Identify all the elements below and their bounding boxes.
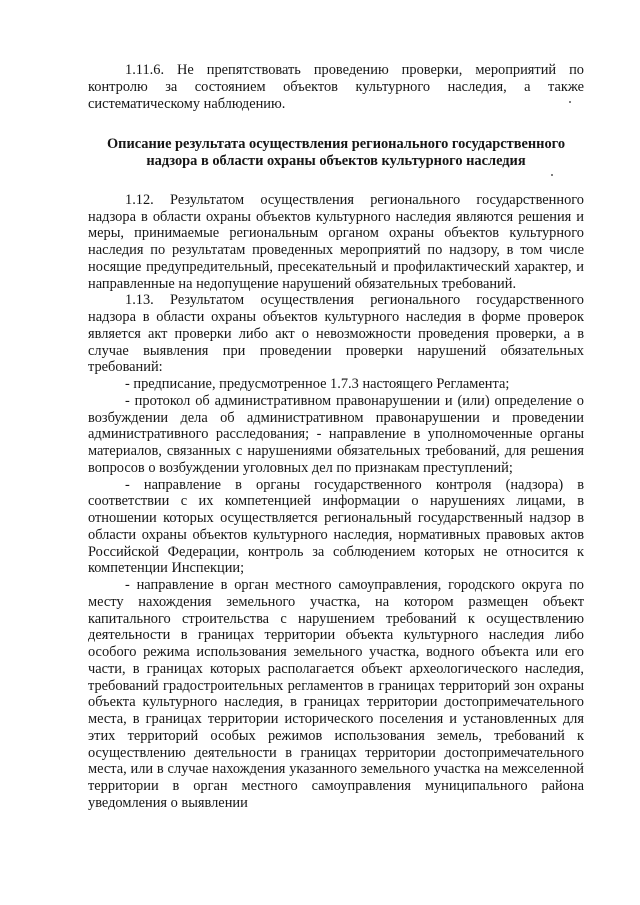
paragraph-1-12: 1.12. Результатом осуществления регионального государственного надзора в области охраны объектов культурного наследия являются решения и меры, принимаемые региональным органом охраны объектов культурного наследия по результатам проведенных мероприятий по надзору, в том числе носящие предупредительный, пресекательный и профилактический характер, и направленные на недопущение нарушений обязательных требований. (88, 191, 584, 292)
paragraph-1-11-6: 1.11.6. Не препятствовать проведению проверки, мероприятий по контролю за состоянием объектов культурного наследия, а также систематическому наблюдению. (88, 62, 584, 112)
paragraph-1-13: 1.13. Результатом осуществления регионального государственного надзора в области охраны объектов культурного наследия в форме проверок является акт проверки либо акт о невозможности проведения проверки, а в случае выявления при проведении проверки нарушений обязательных требований: (88, 292, 584, 376)
spacer (88, 112, 584, 136)
list-item: - направление в органы государственного контроля (надзора) в соответствии с их компетенцией информации о нарушениях лицами, в отношении которых осуществляется региональный государственный надзор в области охраны объектов культурного наследия, нормативных правовых актов Российской Федерации, контроль за соблюдением которых не относится к компетенции Инспекции; (88, 476, 584, 577)
scan-speck (551, 174, 553, 176)
document-body (88, 62, 584, 812)
list-item: - направление в орган местного самоуправления, городского округа по месту нахождения земельного участка, на котором размещен объект капитального строительства с нарушением требований к осуществлению деятельности в границах территории объекта культурного наследия либо особого режима использования земельного участка, водного объекта или его части, в границах которых располагается объект археологического наследия, требований градостроительных регламентов в границах территорий зон охраны объекта культурного наследия, в границах территории достопримечательного места, в границах территории исторического поселения и установленных для этих территорий особых режимов использования земель, требований к осуществлению деятельности в границах территории достопримечательного места, или в случае нахождения указанного земельного участка на межселенной территории в орган местного самоуправления муниципального района уведомления о выявлении (88, 577, 584, 811)
spacer (88, 170, 584, 192)
list-item: - предписание, предусмотренное 1.7.3 настоящего Регламента; (125, 376, 510, 392)
section-heading: Описание результата осуществления регионального государственного надзора в области охраны объектов культурного наследия (106, 136, 566, 169)
list-item: - протокол об административном правонарушении и (или) определение о возбуждении дела об административном правонарушении и проведении административного расследования; - направление в уполномоченные органы материалов, связанных с нарушениями обязательных требований, для решения вопросов о возбуждении уголовных дел по признакам преступлений; (88, 392, 584, 476)
scan-speck (569, 101, 571, 103)
